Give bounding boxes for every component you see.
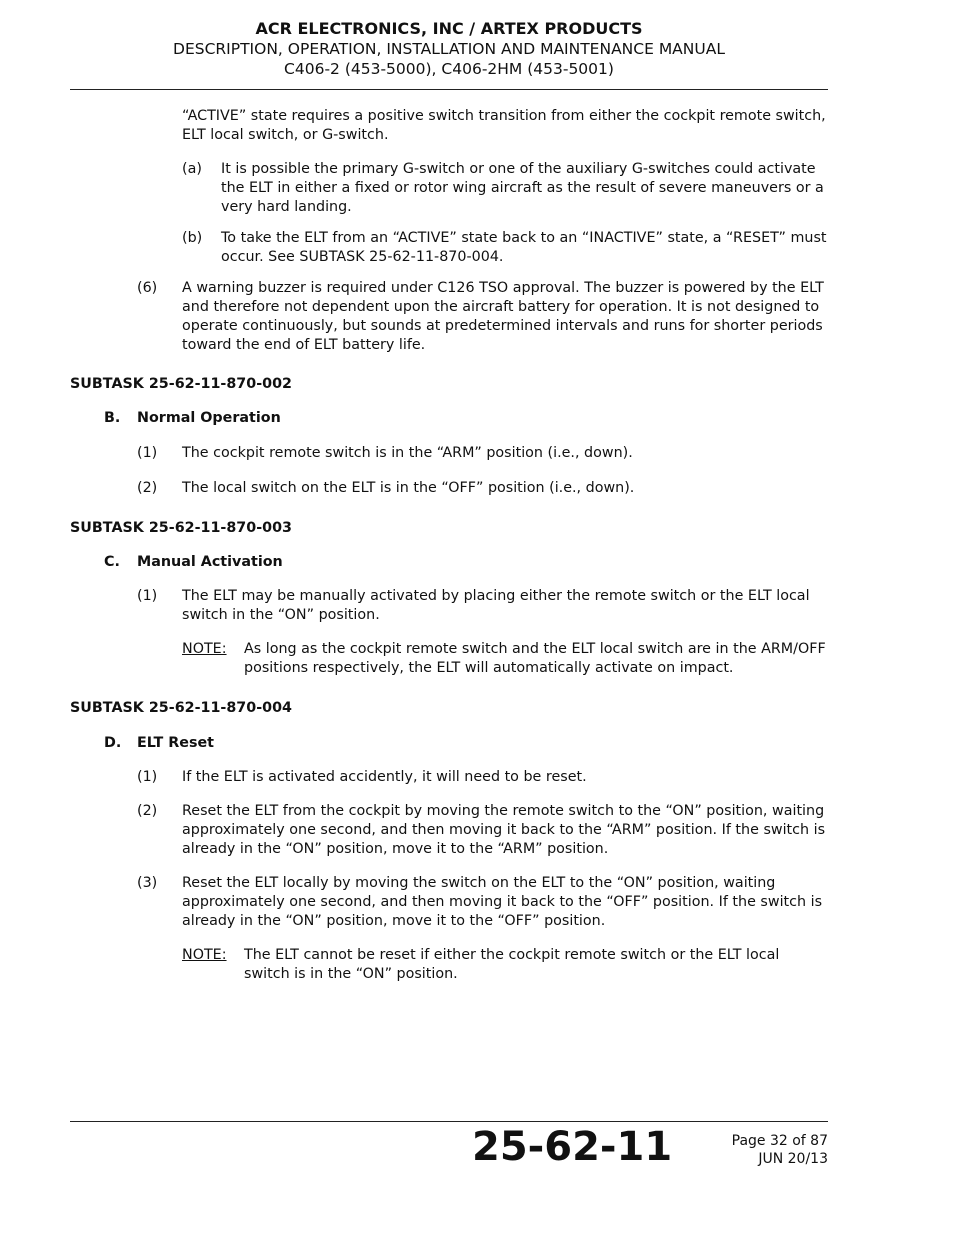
page-header — [70, 18, 828, 79]
subtask-heading: SUBTASK 25-62-11-870-004 — [70, 700, 292, 716]
section-title: Normal Operation — [137, 410, 281, 426]
list-item: A warning buzzer is required under C126 TSO approval. The buzzer is powered by the ELT and therefore not dependent upon the aircraft battery for operation. It is not designed to operate continuously, but sounds at predetermined intervals and runs for shorter periods toward the end of ELT battery life. — [182, 280, 824, 353]
list-item: The local switch on the ELT is in the “OFF” position (i.e., down). — [182, 480, 635, 496]
list-label: (a) — [182, 161, 202, 177]
list-label: (2) — [137, 803, 158, 819]
revision-date: JUN 20/13 — [758, 1151, 828, 1167]
note-label: NOTE: — [182, 947, 227, 963]
list-item: Reset the ELT from the cockpit by moving the remote switch to the “ON” position, waiting approximately one second, and then moving it back to the “ARM” position. If the switch is already in the “ON” position, move it to the “ARM” position. — [182, 803, 826, 857]
footer-rule — [70, 1121, 828, 1122]
list-label: (2) — [137, 480, 158, 496]
subtask-heading: SUBTASK 25-62-11-870-003 — [70, 520, 292, 536]
header-rule — [70, 89, 828, 90]
section-letter: B. — [104, 410, 121, 426]
note-text: As long as the cockpit remote switch and the ELT local switch are in the ARM/OFF positions respectively, the ELT will automatically activate on impact. — [244, 641, 826, 676]
list-label: (3) — [137, 875, 158, 891]
section-title: Manual Activation — [137, 554, 283, 570]
list-item: The cockpit remote switch is in the “ARM” position (i.e., down). — [182, 445, 633, 461]
section-letter: D. — [104, 735, 122, 751]
company-name: ACR ELECTRONICS, INC / ARTEX PRODUCTS — [255, 19, 643, 38]
list-item: It is possible the primary G-switch or one of the auxiliary G-switches could activate the ELT in either a fixed or rotor wing aircraft as the result of severe maneuvers or a very hard landing. — [221, 161, 824, 215]
list-label: (b) — [182, 230, 203, 246]
subtask-heading: SUBTASK 25-62-11-870-002 — [70, 376, 292, 392]
page-number: Page 32 of 87 — [731, 1133, 828, 1149]
page-info — [732, 1132, 828, 1168]
list-item: To take the ELT from an “ACTIVE” state back to an “INACTIVE” state, a “RESET” must occur. See SUBTASK 25-62-11-870-004. — [221, 230, 827, 265]
manual-title: DESCRIPTION, OPERATION, INSTALLATION AND MAINTENANCE MANUAL — [173, 40, 725, 58]
note-label: NOTE: — [182, 641, 227, 657]
section-title: ELT Reset — [137, 735, 214, 751]
list-item: Reset the ELT locally by moving the switch on the ELT to the “ON” position, waiting approximately one second, and then moving it back to the “OFF” position. If the switch is already in the “ON” position, move it to the “OFF” position. — [182, 875, 823, 929]
chapter-code: 25-62-11 — [472, 1124, 673, 1170]
list-item: The ELT may be manually activated by placing either the remote switch or the ELT local switch in the “ON” position. — [182, 588, 810, 623]
list-label: (1) — [137, 769, 158, 785]
note-text: The ELT cannot be reset if either the cockpit remote switch or the ELT local switch is in the “ON” position. — [244, 947, 780, 982]
list-label: (1) — [137, 588, 158, 604]
list-label: (1) — [137, 445, 158, 461]
model-numbers: C406-2 (453-5000), C406-2HM (453-5001) — [284, 60, 614, 78]
intro-paragraph: “ACTIVE” state requires a positive switch transition from either the cockpit remote switch, ELT local switch, or G-switch. — [182, 108, 826, 143]
list-item: If the ELT is activated accidently, it will need to be reset. — [182, 769, 587, 785]
section-letter: C. — [104, 554, 120, 570]
list-label: (6) — [137, 280, 158, 296]
